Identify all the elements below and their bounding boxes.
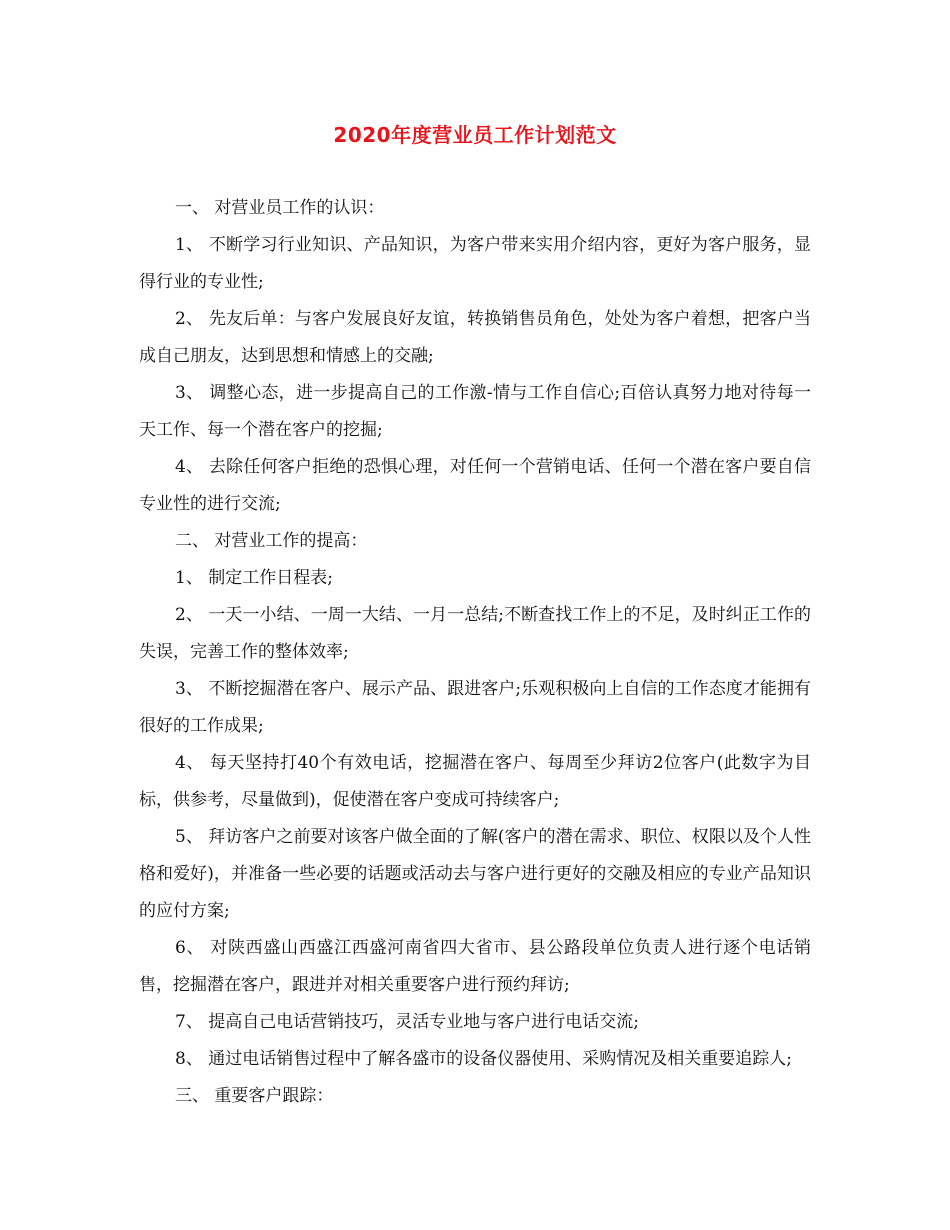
section-heading-3: 三、 重要客户跟踪： bbox=[175, 1086, 334, 1106]
paragraph: 8、 通过电话销售过程中了解各盛市的设备仪器使用、采购情况及相关重要追踪人; bbox=[175, 1049, 792, 1069]
paragraph: 4、 每天坚持打40个有效电话，挖掘潜在客户、每周至少拜访2位客户(此数字为目标，供参考，尽量做到)，促使潜在客户变成可持续客户; bbox=[139, 753, 811, 810]
paragraph: 4、 去除任何客户拒绝的恐惧心理，对任何一个营销电话、任何一个潜在客户要自信专业性的进行交流; bbox=[139, 457, 811, 514]
paragraph: 6、 对陕西盛山西盛江西盛河南省四大省市、县公路段单位负责人进行逐个电话销售，挖掘潜在客户，跟进并对相关重要客户进行预约拜访; bbox=[139, 938, 811, 995]
section-heading-2: 二、 对营业工作的提高： bbox=[175, 531, 368, 551]
paragraph: 5、 拜访客户之前要对该客户做全面的了解(客户的潜在需求、职位、权限以及个人性格和爱好)，并准备一些必要的话题或活动去与客户进行更好的交融及相应的专业产品知识的应付方案; bbox=[139, 827, 811, 921]
paragraph: 3、 调整心态，进一步提高自己的工作激-情与工作自信心;百倍认真努力地对待每一天工作、每一个潜在客户的挖掘; bbox=[139, 383, 811, 440]
paragraph: 7、 提高自己电话营销技巧，灵活专业地与客户进行电话交流; bbox=[175, 1012, 639, 1032]
paragraph: 2、 先友后单：与客户发展良好友谊，转换销售员角色，处处为客户着想，把客户当成自己朋友，达到思想和情感上的交融; bbox=[139, 309, 811, 366]
document-title: 2020年度营业员工作计划范文 bbox=[333, 123, 617, 147]
paragraph: 1、 不断学习行业知识、产品知识，为客户带来实用介绍内容，更好为客户服务，显得行业的专业性; bbox=[139, 235, 811, 292]
paragraph: 3、 不断挖掘潜在客户、展示产品、跟进客户;乐观积极向上自信的工作态度才能拥有很好的工作成果; bbox=[139, 679, 811, 736]
document-body bbox=[139, 190, 811, 1115]
section-heading-1: 一、 对营业员工作的认识： bbox=[175, 198, 385, 218]
paragraph: 2、 一天一小结、一周一大结、一月一总结;不断查找工作上的不足，及时纠正工作的失误，完善工作的整体效率; bbox=[139, 605, 811, 662]
paragraph: 1、 制定工作日程表; bbox=[175, 568, 333, 588]
